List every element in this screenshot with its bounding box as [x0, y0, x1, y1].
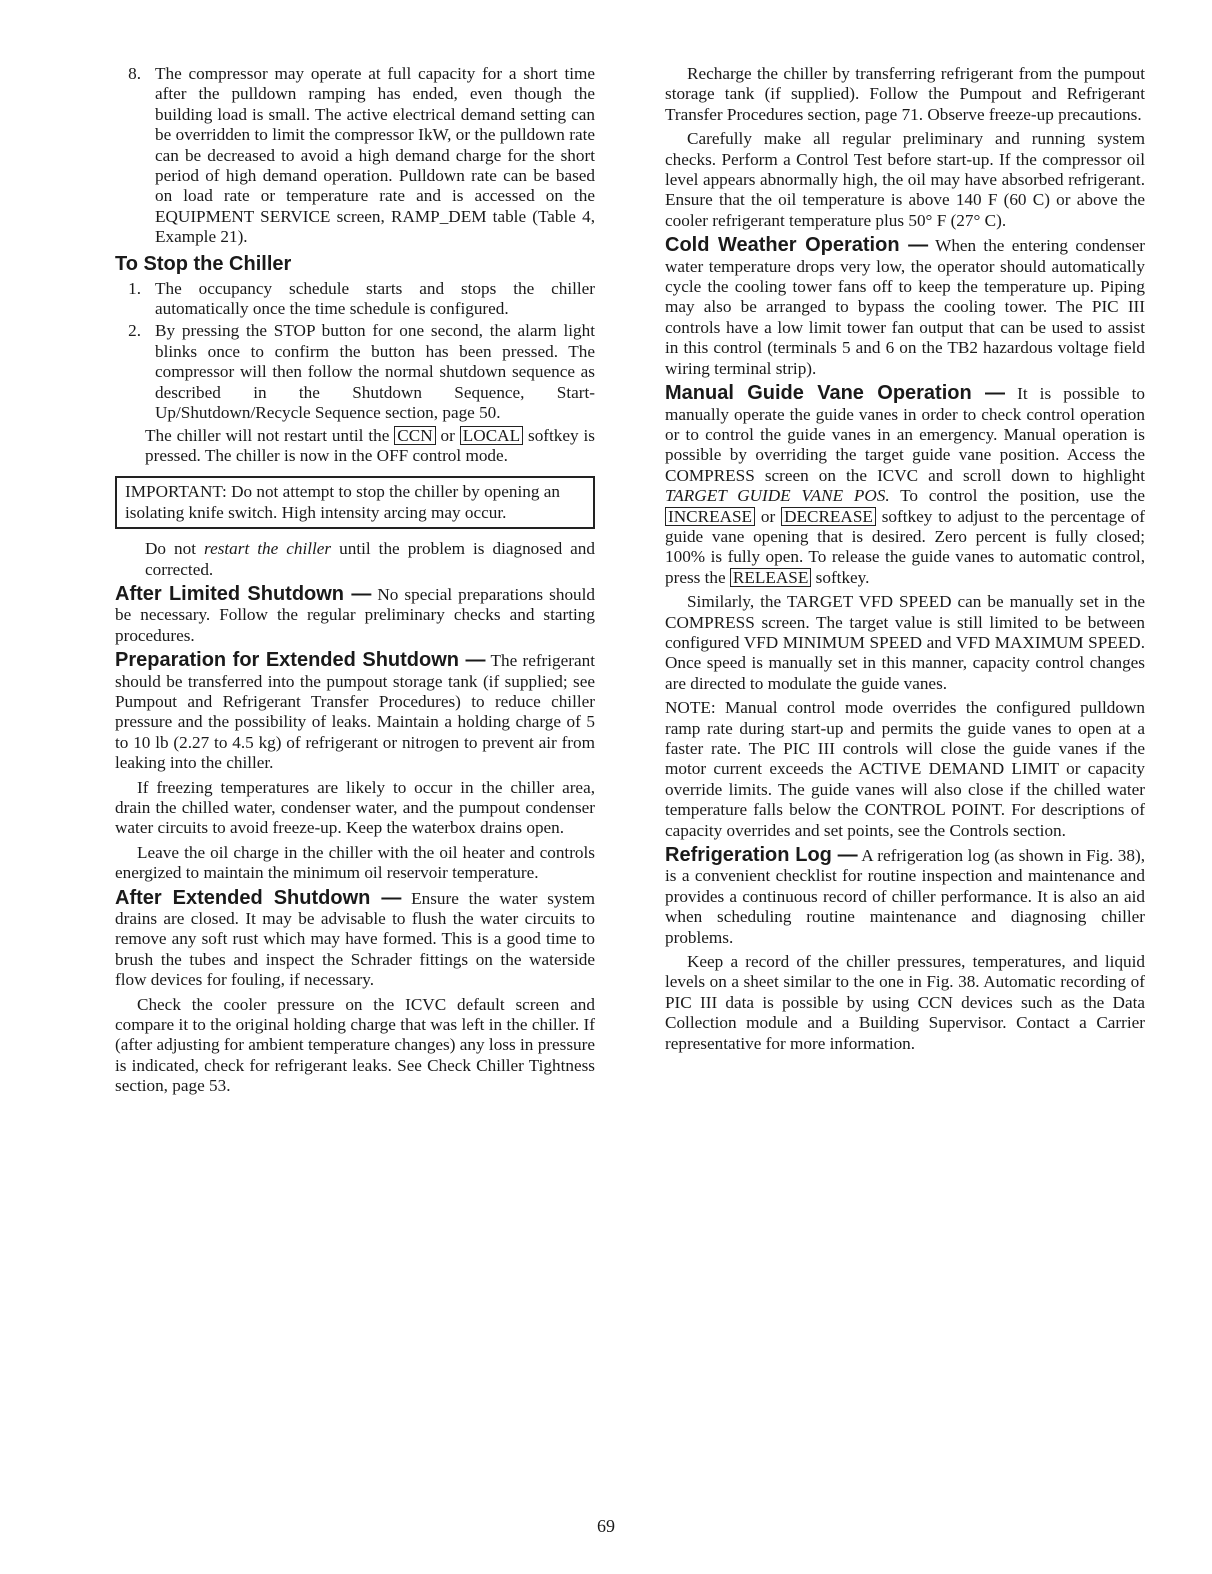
text: The refrigerant should be transferred into the pumpout storage tank (if supplied; see Pumpout and Refrigerant Transfer Procedures) to reduce chiller pressure and the possibility of leaks. Maintain a holding charge of 5 to 10 lb (2.27 to 4.5 kg) of refrigerant or nitrogen to prevent air from leaking into the chiller. [115, 651, 595, 773]
indented-block [145, 539, 595, 580]
run-in-heading: Preparation for Extended Shutdown — [115, 649, 486, 672]
paragraph: Check the cooler pressure on the ICVC default screen and compare it to the original holding charge that was left in the chiller. If (after adjusting for ambient temperature changes) any loss in pressure is indicated, check for refrigerant leaks. See Check Chiller Tightness section, page 53. [115, 994, 595, 1096]
text: until the problem is diagnosed and corrected. [145, 539, 595, 579]
text: softkey. [811, 567, 870, 587]
run-in-heading: Manual Guide Vane Operation — [665, 382, 1006, 405]
item-number: 2. [128, 321, 141, 341]
text: Do not [145, 539, 205, 559]
item-number: 1. [128, 278, 141, 298]
item-number: 8. [128, 64, 141, 83]
paragraph: Similarly, the TARGET VFD SPEED can be manually set in the COMPRESS screen. The target value is still limited to be between configured VFD MINIMUM SPEED and VFD MAXIMUM SPEED. Once speed is manually set in this manner, capacity control changes are directed to modulate the guide vanes. [665, 592, 1145, 693]
cold-weather-paragraph [665, 235, 1145, 379]
extended-shutdown-paragraph [115, 888, 595, 991]
text: softkey to adjust to the percentage of guide vane opening that is desired. Zero percent is fully closed; 100% is fully open. To release the guide vanes to automatic control, press the [665, 506, 1145, 587]
text: or [435, 425, 460, 445]
text: It is possible to manually operate the guide vanes in order to check control operation or to control the guide vanes in an emergency. Manual operation is possible by overriding the target guide vane position. Access the COMPRESS screen on the ICVC and scroll down to highlight [665, 384, 1145, 485]
paragraph: Leave the oil charge in the chiller with the oil heater and controls energized to maintain the minimum oil reservoir temperature. [115, 842, 595, 883]
text: When the entering condenser water temperature drops very low, the operator should automatically cycle the cooling tower fans off to keep the temperature up. Piping may also be arranged to bypass the cooling tower. The PIC III controls have a low limit tower fan output that can be used to assist in this control (terminals 5 and 6 on the TB2 hazardous voltage field wiring terminal strip). [665, 236, 1145, 378]
text: softkey is pressed. The chiller is now in the OFF control mode. [145, 425, 595, 465]
refrigeration-log-paragraph [665, 845, 1145, 948]
restart-paragraph [145, 426, 595, 467]
softkey-decrease: DECREASE [781, 507, 876, 526]
run-in-heading: After Limited Shutdown — [115, 582, 372, 605]
paragraph: Recharge the chiller by transferring refrigerant from the pumpout storage tank (if supplied). Follow the Pumpout and Refrigerant Transfer Procedures section, page 71. Observe freeze-up precautions. [665, 64, 1145, 124]
paragraph: Carefully make all regular preliminary and running system checks. Perform a Control Test before start-up. If the compressor oil level appears abnormally high, the oil may have absorbed refrigerant. Ensure that the oil temperature is above 140 F (60 C) or above the cooler refrigerant temperature plus 50° F (27° C). [665, 129, 1145, 230]
run-in-heading: Refrigeration Log — [665, 844, 858, 867]
emphasis: TARGET GUIDE VANE POS. [665, 486, 890, 506]
section-heading-stop-chiller: To Stop the Chiller [115, 252, 292, 275]
item-text: The occupancy schedule starts and stops the chiller automatically once the time schedule is configured. [155, 278, 595, 319]
prep-shutdown-paragraph [115, 650, 595, 773]
run-in-heading: Cold Weather Operation — [665, 234, 929, 257]
list-item [125, 279, 595, 320]
emphasis: restart the chiller [204, 539, 332, 559]
item-text: By pressing the STOP button for one second, the alarm light blinks once to confirm the button has been pressed. The compressor will then follow the normal shutdown sequence as described in the Shutdown Sequence, Start-Up/Shutdown/Recycle Sequence section, page 50. [155, 321, 595, 423]
paragraph: Keep a record of the chiller pressures, temperatures, and liquid levels on a sheet similar to the one in Fig. 38. Automatic recording of PIC III data is possible by using CCN devices such as the Data Collection module and a Building Supervisor. Contact a Carrier representative for more information. [665, 952, 1145, 1053]
text: The chiller will not restart until the [145, 425, 395, 445]
softkey-increase: INCREASE [665, 507, 755, 526]
donot-paragraph [145, 539, 595, 580]
paragraph: If freezing temperatures are likely to occur in the chiller area, drain the chilled water, condenser water, and the pumpout condenser water circuits to avoid freeze-up. Keep the waterbox drains open. [115, 777, 595, 838]
indented-block [145, 426, 595, 467]
page-number: 69 [597, 1516, 615, 1536]
text: To control the position, use the [889, 486, 1145, 506]
important-notice: IMPORTANT: Do not attempt to stop the chiller by opening an isolating knife switch. High intensity arcing may occur. [115, 476, 595, 529]
note-paragraph: NOTE: Manual control mode overrides the configured pulldown ramp rate during start-up and permits the guide vanes to open at a faster rate. The PIC III controls will close the guide vanes if the motor current exceeds the ACTIVE DEMAND LIMIT or capacity override limits. The guide vanes will also close if the chilled water temperature falls below the CONTROL POINT. For descriptions of capacity overrides and set points, see the Controls section. [665, 698, 1145, 840]
list-item [125, 64, 595, 248]
limited-shutdown-paragraph [115, 584, 595, 646]
softkey-release: RELEASE [730, 568, 811, 587]
left-column [115, 64, 595, 1101]
text: No special preparations should be necessary. Follow the regular preliminary checks and starting procedures. [115, 584, 595, 645]
manual-guide-vane-paragraph [665, 383, 1145, 588]
text: Ensure the water system drains are closed. It may be advisable to flush the water circuits to remove any soft rust which may have formed. This is a good time to brush the tubes and inspect the Schrader fittings on the waterside flow devices for fouling, if necessary. [115, 888, 595, 990]
softkey-ccn: CCN [394, 426, 435, 445]
item-text: The compressor may operate at full capacity for a short time after the pulldown ramping has ended, even though the building load is small. The active electrical demand setting can be overridden to limit the compressor IkW, or the pulldown rate can be decreased to avoid a high demand charge for the short period of high demand operation. Pulldown rate can be based on load rate or temperature rate and is accessed on the EQUIPMENT SERVICE screen, RAMP_DEM table (Table 4, Example 21). [155, 64, 595, 247]
text: or [755, 506, 782, 526]
run-in-heading: After Extended Shutdown — [115, 886, 402, 909]
softkey-local: LOCAL [460, 426, 523, 445]
text: A refrigeration log (as shown in Fig. 38), is a convenient checklist for routine inspection and maintenance and provides a continuous record of chiller performance. It is also an aid when scheduling routine maintenance and diagnosing chiller problems. [665, 846, 1145, 947]
right-column [665, 64, 1145, 1058]
list-item [125, 321, 595, 423]
